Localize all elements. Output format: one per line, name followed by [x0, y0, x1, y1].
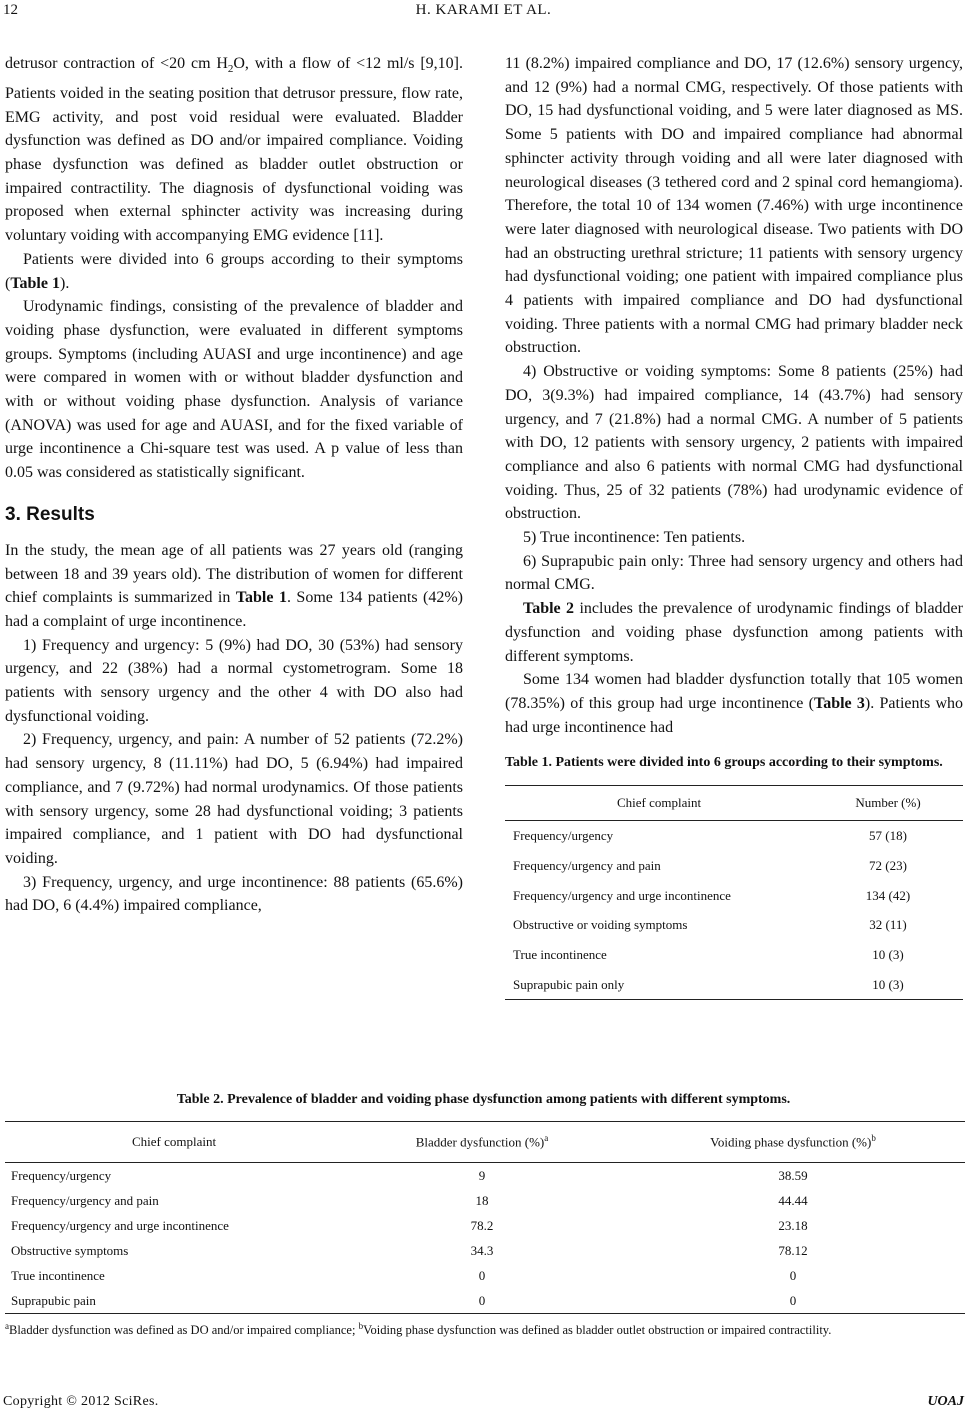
paragraph-groups: [5, 248, 463, 295]
paragraph-text: Patients were divided into 6 groups according to their symptoms (: [5, 250, 463, 292]
right-column: [505, 52, 963, 1000]
paragraph-group-4: 4) Obstructive or voiding symptoms: Some 8 patients (25%) had DO, 3(9.3%) had impaired compliance, 14 (43.7%) had sensory urgency, and 7 (21.8%) had a normal CMG. A number of 5 patients with DO, 12 patients with sensory urgency, 2 patients with impaired compliance and also 6 patients with normal CMG had dysfunctional voiding. Thus, 25 of 32 patients (78%) had urodynamic evidence of obstruction.: [505, 363, 963, 523]
table-row: [5, 1288, 965, 1314]
table-row: [5, 1213, 965, 1238]
footnote-text: Voiding phase dysfunction was defined as bladder outlet obstruction or impaired contractility.: [363, 1323, 832, 1338]
table-cell: True incontinence: [11, 1267, 105, 1283]
paragraph-methods-cont: detrusor contraction of <20 cm $H_2O$, with a flow of <12 ml/s [9,10]. Patients voided in the seating position that detrusor pressure, flow rate, EMG activity, and post void residual were evaluated. Bladder dysfunction was defined as DO and/or impaired compliance. Voiding phase dysfunction was defined as bladder outlet obstruction or impaired contractility. The diagnosis of dysfunctional voiding was proposed when external sphincter activity was increasing during voluntary voiding with accompanying EMG evidence [11].: [5, 55, 463, 245]
table-cell: 78.2: [470, 1217, 494, 1233]
table-header-cell: [5, 1122, 343, 1163]
paragraph-group-3: 3) Frequency, urgency, and urge incontinence: 88 patients (65.6%) had DO, 6 (4.4%) impaired compliance,: [5, 873, 463, 915]
table-cell: Obstructive symptoms: [11, 1242, 129, 1258]
table1-caption: Table 1. Patients were divided into 6 groups according to their symptoms.: [505, 755, 943, 771]
table-cell: Frequency/urgency: [11, 1167, 112, 1183]
footnote-text: Bladder dysfunction was defined as DO and/or impaired compliance;: [9, 1323, 359, 1338]
table-row: [505, 940, 963, 970]
table-cell: 38.59: [778, 1167, 808, 1183]
paragraph-table3-ref: [505, 668, 963, 739]
paragraph-text: . Some 134 patients (42%) had a complaint of urge incontinence.: [5, 589, 464, 630]
table-row: [5, 1188, 965, 1213]
paragraph-table2-ref: [505, 597, 963, 668]
journal-name: UOAJ: [927, 1394, 964, 1409]
header-label: Bladder dysfunction (%): [415, 1134, 545, 1150]
table-cell: Suprapubic pain only: [505, 970, 813, 1000]
table-row: [5, 1163, 965, 1189]
running-head-authors: H. KARAMI ET AL.: [415, 2, 552, 18]
table-cell: Frequency/urgency: [513, 828, 614, 844]
table-reference: Table 1: [10, 274, 60, 292]
table-cell: 32 (11): [869, 917, 907, 933]
table-row: [505, 851, 963, 881]
copyright-notice: Copyright © 2012 SciRes.: [3, 1394, 159, 1409]
paragraph-group-6: 6) Suprapubic pain only: Three had sensory urgency and others had normal CMG.: [505, 552, 963, 594]
table2-caption: Table 2. Prevalence of bladder and voiding phase dysfunction among patients with different symptoms.: [176, 1092, 791, 1107]
table-cell: Frequency/urgency and urge incontinence: [11, 1217, 229, 1233]
paragraph-group-2: 2) Frequency, urgency, and pain: A number of 52 patients (72.2%) had sensory urgency, 8 (11.11%) had DO, 5 (6.94%) had impaired compliance, and 7 (9.72%) had normal urodynamics. Of those patients with sensory urgency, some 28 had dysfunctional voiding; 3 patients impaired compliance, and 1 patient with DO had dysfunctional voiding.: [5, 731, 463, 867]
table-cell: True incontinence: [513, 946, 607, 962]
table-row: [5, 1263, 965, 1288]
header-label: Voiding phase dysfunction (%): [710, 1134, 872, 1150]
footnote-mark: a: [5, 1321, 9, 1331]
section-heading-results: 3. Results: [5, 503, 95, 525]
paragraph-analysis: Urodynamic findings, consisting of the prevalence of bladder and voiding phase dysfunction, were evaluated in different symptoms groups. Symptoms (including AUASI and urge incontinence) and age were compared in women with or without bladder dysfunction and with or without voiding phase dysfunction. Analysis of variance (ANOVA) was used for age and AUASI, and for the fixed variable of urge incontinence a Chi-square test was used. A p value of less than 0.05 was considered as statistically significant.: [5, 298, 463, 482]
footnote-mark: b: [871, 1133, 876, 1144]
table-header-cell: Chief complaint: [505, 786, 813, 821]
page-footer: [0, 1394, 967, 1414]
table-row: [505, 910, 963, 940]
paragraph-text: includes the prevalence of urodynamic findings of bladder dysfunction and voiding phase dysfunction among patients with different symptoms.: [505, 600, 963, 665]
table2-footnote: [5, 1317, 965, 1339]
table-cell: 34.3: [470, 1242, 494, 1258]
table-reference: Table 3: [813, 694, 865, 712]
table-reference: Table 1: [235, 589, 287, 607]
table-reference: Table 2: [523, 600, 575, 618]
table-cell: 10 (3): [872, 946, 904, 962]
table-row: [505, 970, 963, 1000]
running-head: [0, 2, 967, 24]
table-cell: Suprapubic pain: [5, 1288, 343, 1314]
table-cell: 23.18: [778, 1217, 808, 1233]
table-cell: 44.44: [778, 1192, 808, 1208]
table-cell: 0: [478, 1267, 486, 1283]
table-cell: 57 (18): [869, 828, 907, 844]
footnote-mark: a: [544, 1133, 549, 1144]
table-cell: 78.12: [778, 1242, 808, 1258]
table-header-cell: [621, 1122, 965, 1163]
table-cell: Obstructive or voiding symptoms: [513, 917, 688, 933]
page-number: 12: [3, 2, 18, 18]
paragraph-group-5: 5) True incontinence: Ten patients.: [523, 529, 746, 547]
paragraph-group-3-cont: 11 (8.2%) impaired compliance and DO, 17 (12.6%) sensory urgency, and 12 (9%) had a normal CMG, respectively. Of those patients with DO, 15 had dysfunctional voiding, and 5 were later diagnosed as MS. Some 5 patients with DO and impaired compliance had abnormal sphincter activity through voiding and all were later diagnosed with neurological diseases (3 tethered cord and 2 spinal cord hemangioma). Therefore, the total 10 of 134 women (7.46%) with urge incontinence were later diagnosed with neurological disease. Two patients with DO had an obstructing urethral stricture; 11 patients with sensory urgency had dysfunctional voiding; one patient with impaired compliance plus 4 patients with impaired compliance and DO had dysfunctional voiding. Three patients with a normal CMG had primary bladder neck obstruction.: [505, 55, 963, 357]
table-row: [5, 1238, 965, 1263]
table-row: [505, 881, 963, 911]
footnote-mark: b: [358, 1321, 364, 1331]
paragraph-text: In the study, the mean age of all patients was 27 years old (ranging between 18 and 39 years old). The distribution of women for different chief complaints is summarized in: [5, 541, 463, 607]
paragraph-text: ).: [59, 274, 70, 292]
table-cell: 10 (3): [813, 970, 963, 1000]
table-cell: Frequency/urgency and pain: [11, 1192, 159, 1208]
table-header-row: [5, 1122, 965, 1163]
table-cell: 9: [478, 1167, 486, 1183]
table-cell: 134 (42): [865, 887, 911, 903]
table-cell: 0: [621, 1288, 965, 1314]
table-header-row: [505, 786, 963, 821]
table-cell: 0: [343, 1288, 621, 1314]
paragraph-text: Some 134 women had bladder dysfunction totally that 105 women (78.35%) of this group had urge incontinence (: [505, 671, 963, 712]
left-column: [5, 52, 463, 918]
table-header-cell: [343, 1122, 621, 1163]
table-cell: Frequency/urgency and pain: [513, 857, 661, 873]
header-label: Chief complaint: [131, 1134, 217, 1149]
table-cell: Frequency/urgency and urge incontinence: [513, 887, 731, 903]
paragraph-group-1: 1) Frequency and urgency: 5 (9%) had DO, 30 (53%) had sensory urgency, and 22 (38%) had a normal cystometrogram. Some 18 patients with sensory urgency and the other 4 with DO also had dysfunctional voiding.: [5, 636, 463, 725]
table-cell: 72 (23): [869, 857, 907, 873]
table-header-cell: Number (%): [813, 786, 963, 821]
paragraph-text: ). Patients who had urge incontinence had: [505, 694, 963, 736]
table-row: [505, 821, 963, 851]
table1: [505, 785, 963, 1000]
table2: [5, 1121, 965, 1314]
paragraph-results-intro: [5, 539, 463, 634]
table-cell: 18: [475, 1192, 489, 1208]
table-cell: 0: [789, 1267, 797, 1283]
